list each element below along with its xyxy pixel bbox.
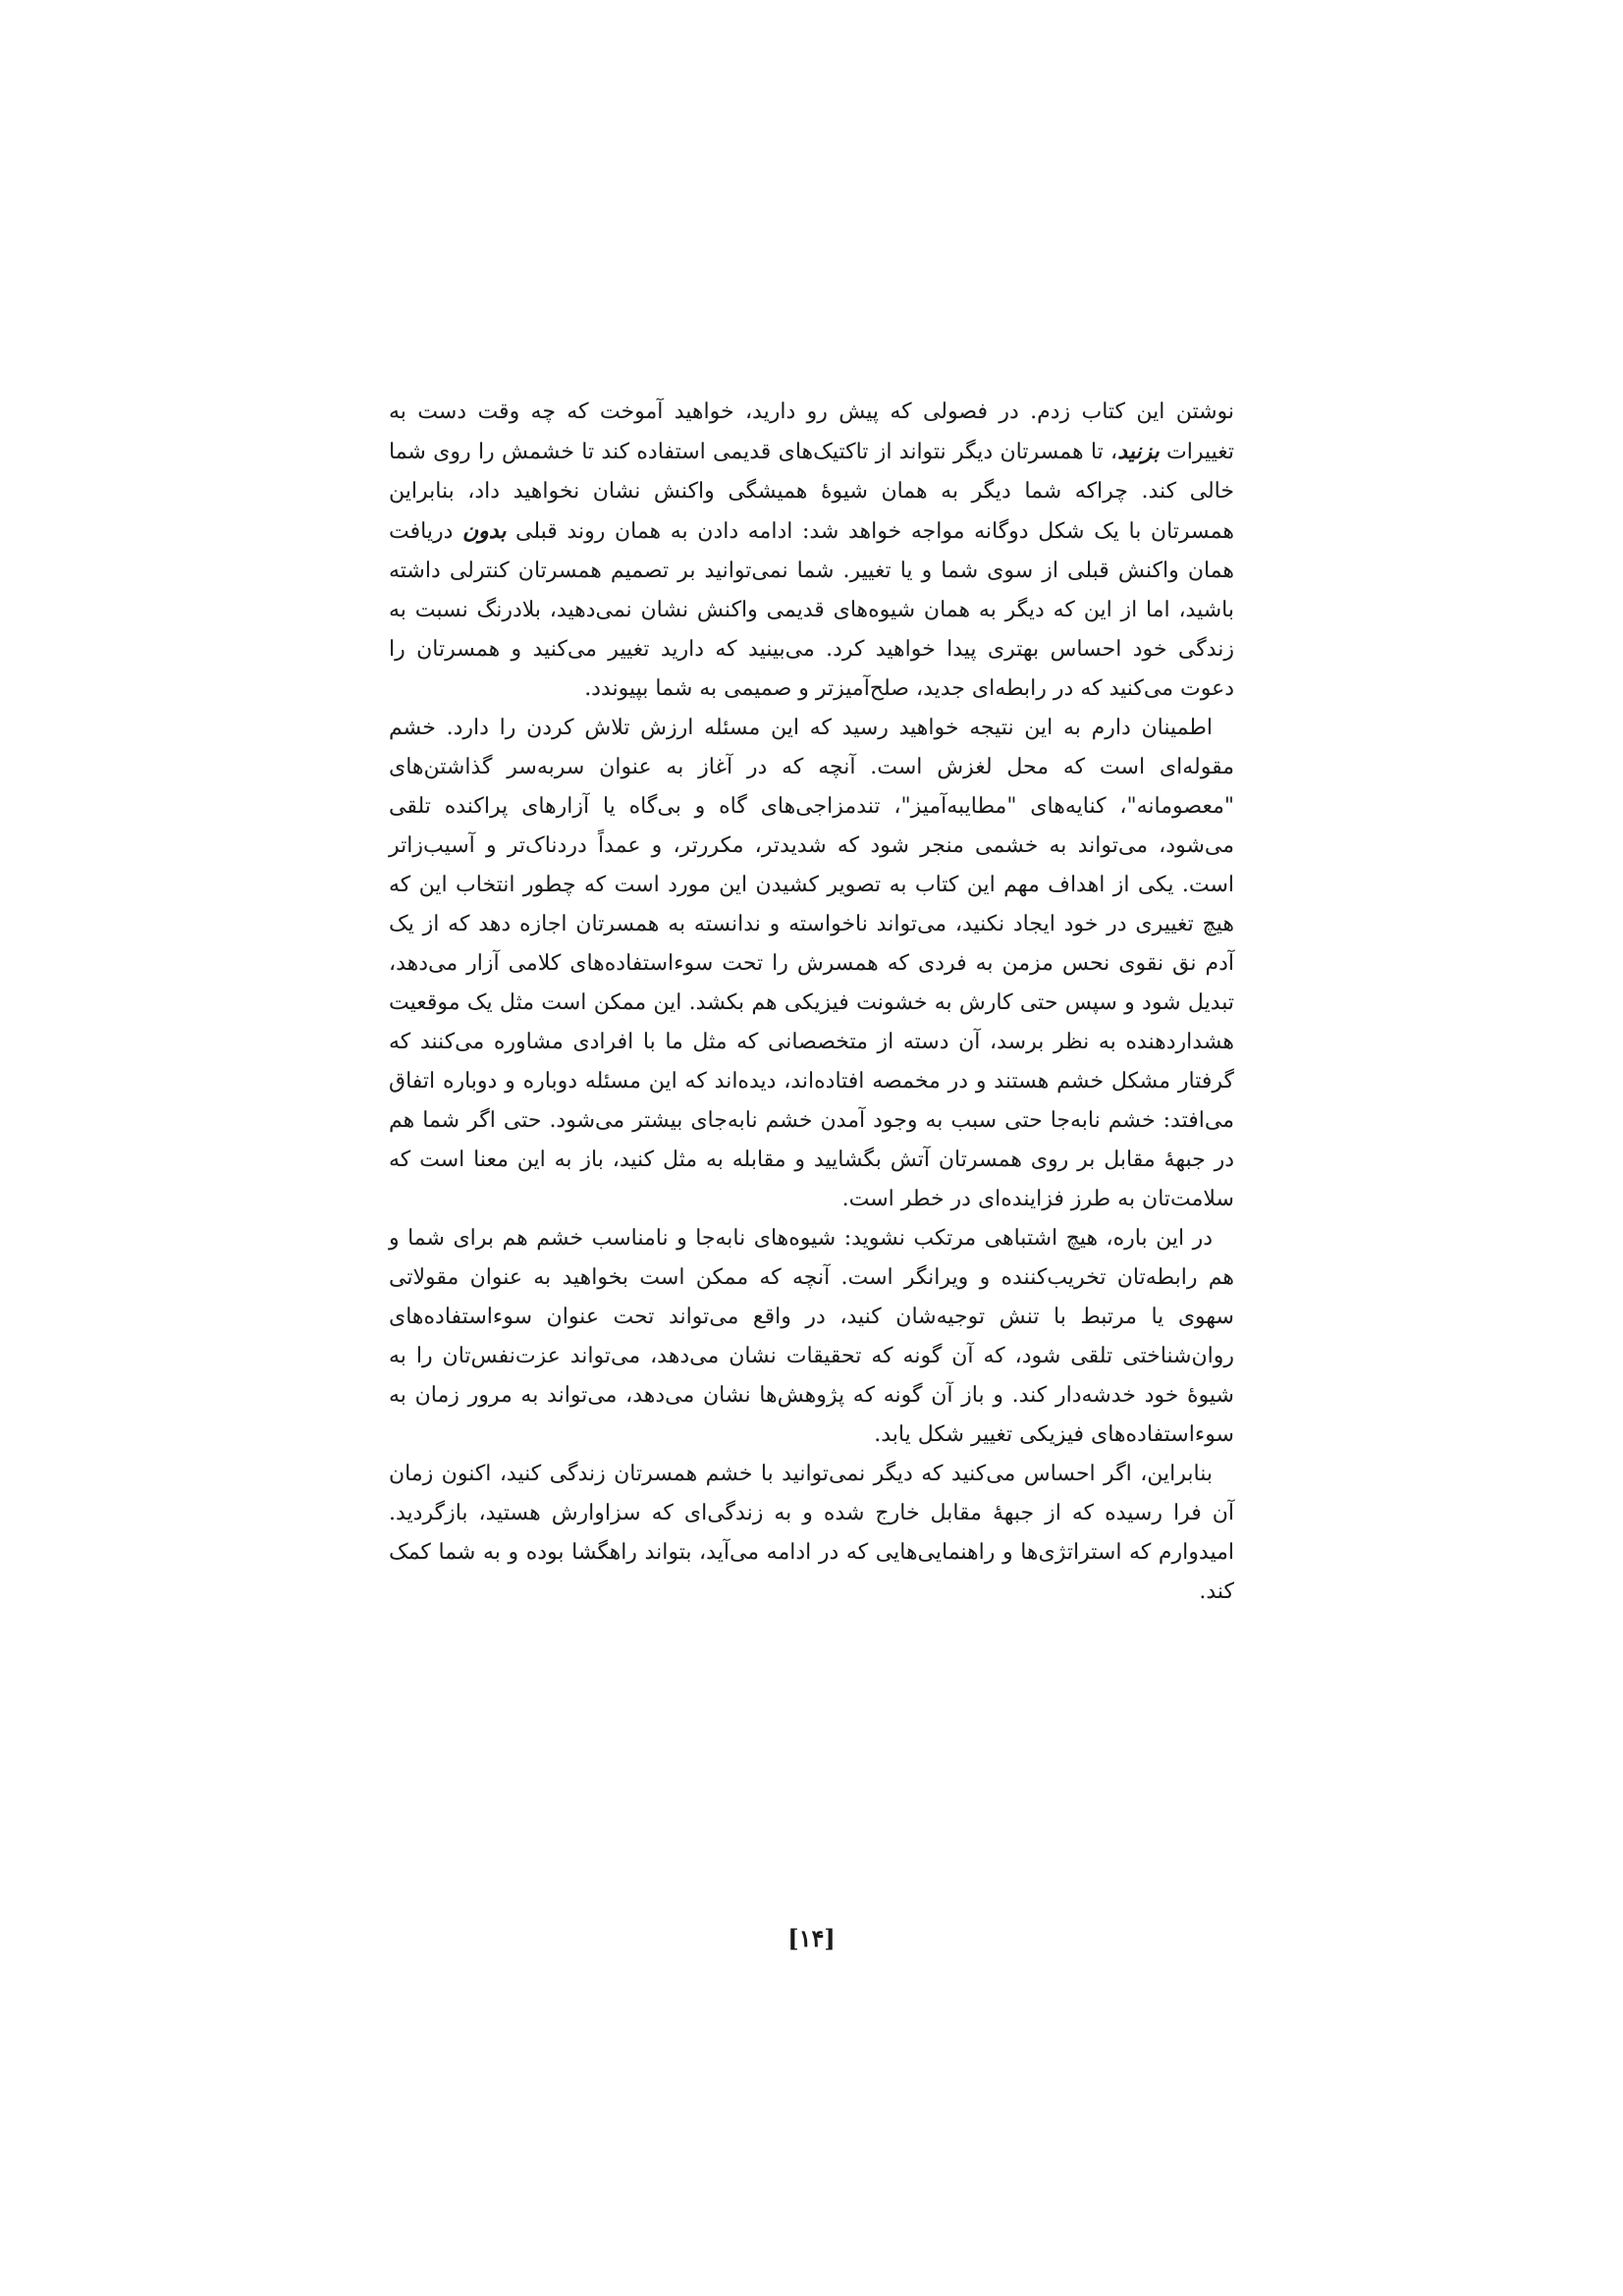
paragraph-2-text: اطمینان دارم به این نتیجه خواهید رسید که این مسئله ارزش تلاش کردن را دارد. خشم مقوله‌ای است که محل لغزش است. آنچه که در آغاز به عنوان سربه‌سر گذاشتن‌های "معصومانه"، کنایه‌های "مطایبه‌آمیز"، تندمزاجی‌های گاه و بی‌گاه یا آزارهای پراکنده تلقی می‌شود، می‌تواند به خشمی منجر شود که شدیدتر، مکررتر، و عمداً دردناک‌تر و آسیب‌زاتر است. یکی از اهداف مهم این کتاب به تصویر کشیدن این مورد است که چطور انتخاب این که هیچ تغییری در خود ایجاد نکنید، می‌تواند ناخواسته و ندانسته به همسرتان اجازه دهد که از یک آدم نق نقوی نحس مزمن به فردی که همسرش را تحت سوءاستفاده‌های کلامی آزار می‌دهد، تبدیل شود و سپس حتی کارش به خشونت فیزیکی هم بکشد. این ممکن است مثل یک موقعیت هشداردهنده به نظر برسد، آن دسته از متخصصانی که مثل ما با افرادی مشاوره می‌کنند که گرفتار مشکل خشم هستند و در مخمصه افتاده‌اند، دیده‌اند که این مسئله دوباره و دوباره اتفاق می‌افتد: خشم نابه‌جا حتی سبب به وجود آمدن خشم نابه‌جای بیشتر می‌شود. حتی اگر شما هم در جبههٔ مقابل بر روی همسرتان آتش بگشایید و مقابله به مثل کنید، باز به این معنا است که سلامت‌تان به طرز فزاینده‌ای در خطر است. [389,716,1234,1211]
paragraph-1-text-1: نوشتن این کتاب زدم. در فصولی که پیش رو دارید، خواهید آموخت که چه وقت دست به تغییرات [389,400,1235,464]
paragraph-2 [389,709,1234,1219]
paragraph-3 [389,1219,1234,1455]
paragraph-4 [389,1455,1234,1612]
paragraph-3-text: در این باره، هیچ اشتباهی مرتکب نشوید: شیوه‌های نابه‌جا و نامناسب خشم هم برای شما و هم رابطه‌تان تخریب‌کننده و ویرانگر است. آنچه که ممکن است بخواهید به عنوان مقولاتی سهوی یا مرتبط با تنش توجیه‌شان کنید، در واقع می‌تواند تحت عنوان سوءاستفاده‌های روان‌شناختی تلقی شود، که آن گونه که تحقیقات نشان می‌دهد، می‌تواند عزت‌نفس‌تان را به شیوهٔ خود خدشه‌دار کند. و باز آن گونه که پژوهش‌ها نشان می‌دهد، می‌تواند به مرور زمان به سوءاستفاده‌های فیزیکی تغییر شکل یابد. [389,1226,1234,1447]
body-text [389,393,1234,1612]
emphasis-word-bezanid: بزنید [1117,439,1160,464]
paragraph-1-text-3: دریافت همان واکنش قبلی از سوی شما و یا تغییر. شما نمی‌توانید بر تصمیم همسرتان کنترلی داشته باشید، اما از این که دیگر به همان شیوه‌های قدیمی واکنش نشان نمی‌دهید، بلادرنگ نسبت به زندگی خود احساس بهتری پیدا خواهید کرد. می‌بینید که دارید تغییر می‌کنید و همسرتان را دعوت می‌کنید که در رابطه‌ای جدید، صلح‌آمیزتر و صمیمی به شما بپیوندد. [389,519,1234,701]
page-number: [۱۴] [787,1924,836,1952]
paragraph-1 [389,393,1234,709]
paragraph-1-text-2: ، تا همسرتان دیگر نتواند از تاکتیک‌های قدیمی استفاده کند تا خشمش را روی شما خالی کند. چراکه شما دیگر به همان شیوهٔ همیشگی واکنش نشان نخواهید داد، بنابراین همسرتان با یک شکل دوگانه مواجه خواهد شد: ادامه دادن به همان روند قبلی [389,440,1235,544]
emphasis-word-bedoon: بدون [461,518,507,544]
paragraph-4-text: بنابراین، اگر احساس می‌کنید که دیگر نمی‌توانید با خشم همسرتان زندگی کنید، اکنون زمان آن فرا رسیده که از جبههٔ مقابل خارج شده و به زندگی‌ای که سزاوارش هستید، بازگردید. امیدوارم که استراتژی‌ها و راهنمایی‌هایی که در ادامه می‌آید، بتواند راهگشا بوده و به شما کمک کند. [389,1462,1234,1604]
